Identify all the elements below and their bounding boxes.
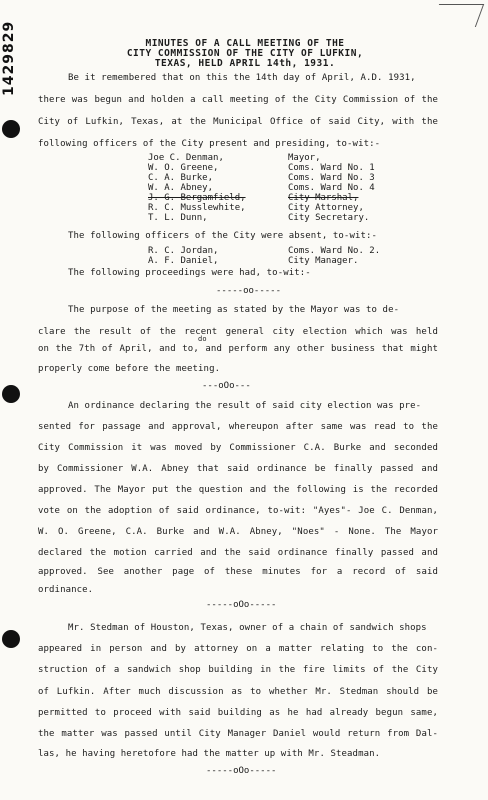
paragraph-2-line: W. O. Greene, C.A. Burke and W.A. Abney, "Noes" - None. The Mayor: [38, 527, 438, 537]
absent-officer-name: A. F. Daniel,: [148, 256, 219, 266]
officer-name: W. O. Greene,: [148, 163, 219, 173]
paragraph-1-line: The purpose of the meeting as stated by the Mayor was to de-: [68, 305, 400, 315]
punch-hole: [2, 630, 20, 648]
intro-line: City of Lufkin, Texas, at the Municipal Office of said City, with the: [38, 117, 438, 127]
paragraph-3-line: of Lufkin. After much discussion as to whether Mr. Stedman should be: [38, 687, 438, 697]
officer-title: Coms. Ward No. 4: [288, 183, 375, 193]
paragraph-2-line: An ordinance declaring the result of said city election was pre-: [68, 401, 422, 411]
section-separator: -----oo-----: [216, 286, 282, 296]
officer-title: City Secretary.: [288, 213, 370, 223]
paragraph-1-line: clare the result of the recent general city election which was held: [38, 327, 438, 337]
paragraph-2-line: approved. See another page of these minutes for a record of said: [38, 567, 438, 577]
paragraph-3-line: Mr. Stedman of Houston, Texas, owner of a chain of sandwich shops: [68, 623, 427, 633]
section-separator: ---oOo---: [202, 381, 251, 391]
paragraph-3-line: appeared in person and by attorney on a matter relating to the con-: [38, 644, 438, 654]
intro-line: there was begun and holden a call meeting of the City Commission of the: [38, 95, 438, 105]
heading-line-1: MINUTES OF A CALL MEETING OF THE: [145, 38, 345, 49]
section-separator: -----oOo-----: [206, 600, 277, 610]
absent-intro: The following officers of the City were absent, to-wit:-: [68, 231, 378, 241]
officer-title: Coms. Ward No. 1: [288, 163, 375, 173]
paragraph-3-line: permitted to proceed with said building as he had already begun same,: [38, 708, 438, 718]
absent-officer-title: Coms. Ward No. 2.: [288, 246, 381, 256]
paragraph-3-line: struction of a sandwich shop building in the fire limits of the City: [38, 665, 438, 675]
punch-hole: [2, 120, 20, 138]
officer-title: City Attorney,: [288, 203, 364, 213]
paragraph-2-line: vote on the adoption of said ordinance, to-wit: "Ayes"- Joe C. Denman,: [38, 506, 438, 516]
paragraph-2-line: approved. The Mayor put the question and the following is the recorded: [38, 485, 438, 495]
paragraph-3-line: the matter was passed until City Manager Daniel would return from Dal-: [38, 729, 438, 739]
absent-officer-title: City Manager.: [288, 256, 359, 266]
handwritten-insert: do: [198, 335, 207, 343]
heading-line-3: TEXAS, HELD APRIL 14th, 1931.: [154, 58, 336, 69]
paragraph-2-line: ordinance.: [38, 585, 94, 595]
document-number-stamp: 1429829: [1, 20, 17, 96]
officer-name: W. A. Abney,: [148, 183, 214, 193]
heading-line-2: CITY COMMISSION OF THE CITY OF LUFKIN,: [126, 48, 364, 59]
paragraph-2-line: by Commissioner W.A. Abney that said ordinance be finally passed and: [38, 464, 438, 474]
punch-hole: [2, 385, 20, 403]
intro-line: Be it remembered that on this the 14th day of April, A.D. 1931,: [68, 73, 416, 83]
absent-officer-name: R. C. Jordan,: [148, 246, 219, 256]
officer-name: C. A. Burke,: [148, 173, 214, 183]
officer-title: Coms. Ward No. 3: [288, 173, 375, 183]
officer-title-struck: City Marshal,: [288, 193, 359, 203]
section-separator: -----oOo-----: [206, 766, 277, 776]
paragraph-1-line: properly come before the meeting.: [38, 364, 221, 374]
paragraph-2-line: City Commission it was moved by Commissioner C.A. Burke and seconded: [38, 443, 438, 453]
intro-line: following officers of the City present and presiding, to-wit:-: [38, 139, 381, 149]
paragraph-2-line: declared the motion carried and the said ordinance finally passed and: [38, 548, 438, 558]
paragraph-2-line: sented for passage and approval, whereupon after same was read to the: [38, 422, 438, 432]
officer-name: T. L. Dunn,: [148, 213, 208, 223]
paragraph-1-line: on the 7th of April, and to, and perform any other business that might: [38, 344, 438, 354]
corner-scribble: [431, 4, 484, 27]
officer-name-struck: J. G. Bergamfield,: [148, 193, 246, 203]
officer-name: Joe C. Denman,: [148, 153, 224, 163]
paragraph-3-line: las, he having heretofore had the matter up with Mr. Steadman.: [38, 749, 381, 759]
officer-title: Mayor,: [288, 153, 321, 163]
proceedings-intro: The following proceedings were had, to-wit:-: [68, 268, 311, 278]
officer-name: R. C. Musslewhite,: [148, 203, 246, 213]
